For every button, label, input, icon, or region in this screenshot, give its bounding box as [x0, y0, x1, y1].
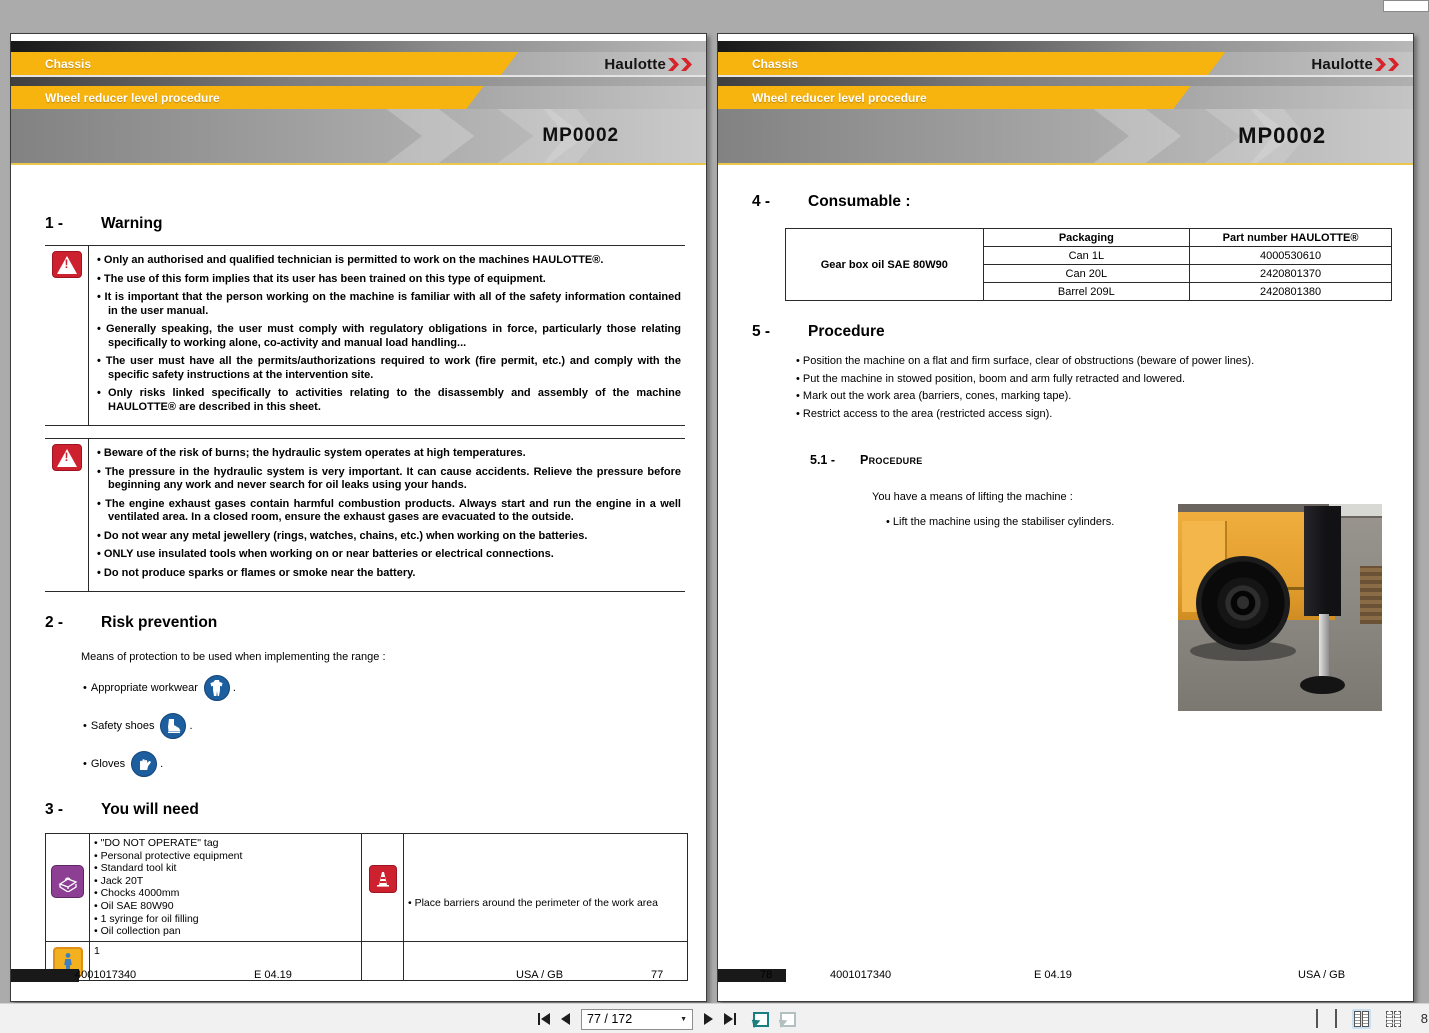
- packaging-cell: Can 20L: [983, 265, 1190, 283]
- traffic-cone-icon: [369, 865, 397, 893]
- previous-view-button[interactable]: [753, 1012, 769, 1027]
- ppe-suffix: .: [232, 681, 236, 694]
- page-content: [718, 193, 1413, 528]
- procedure-list: [796, 353, 1392, 423]
- header-gradient-band: [718, 41, 1413, 52]
- part-number-cell: 4000530610: [1190, 247, 1392, 265]
- workwear-icon: [204, 675, 230, 701]
- tool-item: • Personal protective equipment: [94, 850, 357, 863]
- risk-prevention-intro: Means of protection to be used when implementing the range :: [81, 651, 386, 663]
- tools-list: [94, 837, 357, 938]
- category-band: [718, 52, 1413, 75]
- page-navigation: [538, 1008, 796, 1030]
- footer-black-tab: [718, 969, 786, 982]
- page-footer: [718, 968, 1413, 983]
- next-view-button[interactable]: [780, 1012, 796, 1027]
- site-note: • Place barriers around the perimeter of the work area: [408, 897, 658, 909]
- section-title: Consumable :: [808, 193, 911, 210]
- table-row: [46, 834, 688, 942]
- warning-item: • The pressure in the hydraulic system is very important. It can cause accidents. Relieve the pressure before beginning any work and never search for oil leaks using your hands.: [97, 466, 681, 493]
- subsection-number: 5.1 -: [810, 453, 836, 467]
- chevron-down-icon[interactable]: ▼: [680, 1015, 687, 1023]
- warning-list-2: [89, 439, 685, 591]
- warning-list-1: [89, 246, 685, 425]
- procedure-code: MP0002: [542, 125, 620, 146]
- tool-item: • Oil SAE 80W90: [94, 900, 357, 913]
- page-layout-controls: [1314, 1008, 1403, 1030]
- footer-reference: 4001017340: [830, 969, 892, 981]
- procedure-step: • Mark out the work area (barriers, cones, marking tape).: [796, 388, 1392, 406]
- photo-pallet-stack: [1360, 566, 1382, 624]
- section-4-heading: [752, 193, 1392, 211]
- haulotte-logo: [604, 56, 692, 73]
- haulotte-chevron-icon: [1375, 58, 1386, 71]
- header-gradient-band: [11, 41, 706, 52]
- first-page-button[interactable]: [538, 1013, 550, 1025]
- warning-box-1: [45, 245, 685, 426]
- warning-icon-cell: [45, 246, 89, 425]
- chevron-decoration: [379, 109, 474, 163]
- procedure-band: [718, 86, 1413, 109]
- packaging-header: Packaging: [983, 229, 1190, 247]
- packaging-cell: Barrel 209L: [983, 283, 1190, 301]
- document-header: [11, 41, 706, 165]
- category-band-fill: [718, 52, 1413, 75]
- haulotte-logo: [1311, 56, 1399, 73]
- section-number: 1 -: [45, 215, 64, 232]
- next-page-button[interactable]: [704, 1013, 713, 1025]
- document-header: [718, 41, 1413, 165]
- photo-wheel-hub: [1237, 596, 1249, 608]
- subsection-title: Procedure: [860, 453, 923, 467]
- warning-item: • Only an authorised and qualified technician is permitted to work on the machines HAULOTTE®.: [97, 254, 681, 268]
- procedure-label: Wheel reducer level procedure: [45, 91, 220, 105]
- warning-item: • The engine exhaust gases contain harmful combustion products. Always start and run the engine in a well ventilated area. In a closed room, ensure the exhaust gases are evacuated to the outside.: [97, 498, 681, 525]
- footer-black-tab: [11, 969, 79, 982]
- section-number: 5 -: [752, 323, 771, 340]
- procedure-step: • Put the machine in stowed position, boom and arm fully retracted and lowered.: [796, 371, 1392, 389]
- section-number: 3 -: [45, 801, 64, 818]
- part-number-header: Part number HAULOTTE®: [1190, 229, 1392, 247]
- footer-language: USA / GB: [1298, 969, 1346, 981]
- section-title: Warning: [101, 215, 163, 232]
- site-note-cell: [404, 834, 688, 942]
- ppe-suffix: .: [160, 757, 164, 770]
- page-number-input[interactable]: [587, 1012, 677, 1026]
- tools-list-cell: [90, 834, 362, 942]
- category-band: [11, 52, 706, 75]
- code-band: [718, 109, 1413, 163]
- tools-icon-cell: [46, 834, 90, 942]
- section-3-heading: [45, 801, 685, 819]
- staff-count: 1: [94, 944, 100, 957]
- footer-edition: E 04.19: [1034, 969, 1072, 981]
- zoom-level-partial: 8: [1420, 1011, 1428, 1026]
- cone-icon-cell: [362, 834, 404, 942]
- category-band-fill: [11, 52, 706, 75]
- warning-item: • Only risks linked specifically to activities relating to the disassembly and assembly of the machine HAULOTTE® are described in this sheet.: [97, 387, 681, 414]
- subsection-5-1-heading: [810, 453, 1392, 467]
- footer-edition: E 04.19: [254, 969, 292, 981]
- footer-page-number: 78: [760, 969, 773, 981]
- section-title: You will need: [101, 801, 199, 818]
- tool-item: • Standard tool kit: [94, 862, 357, 875]
- toolbox-icon: [51, 865, 84, 898]
- product-cell: [786, 229, 984, 301]
- single-page-view-button[interactable]: [1314, 1008, 1320, 1030]
- warning-item: • It is important that the person working on the machine is familiar with all of the safety information contained in the user manual.: [97, 291, 681, 318]
- photo-stabiliser-rod: [1319, 614, 1329, 678]
- two-page-view-button[interactable]: [1352, 1009, 1371, 1029]
- viewer-toolbar: [0, 1003, 1429, 1033]
- haulotte-chevron-icon: [681, 58, 692, 71]
- footer-language: USA / GB: [516, 969, 564, 981]
- header-divider-strip: [11, 75, 706, 86]
- last-page-button[interactable]: [724, 1013, 736, 1025]
- haulotte-logo-text: Haulotte: [604, 56, 666, 73]
- tool-item: • Oil collection pan: [94, 925, 357, 938]
- consumable-table: [785, 228, 1392, 301]
- procedure-label: Wheel reducer level procedure: [752, 91, 927, 105]
- tool-item: • "DO NOT OPERATE" tag: [94, 837, 357, 850]
- warning-item: • Beware of the risk of burns; the hydraulic system operates at high temperatures.: [97, 447, 681, 461]
- warning-icon-cell: [45, 439, 89, 591]
- tool-item: • Chocks 4000mm: [94, 887, 357, 900]
- procedure-code: MP0002: [1238, 123, 1327, 148]
- page-content: [11, 215, 706, 981]
- part-number-cell: 2420801370: [1190, 265, 1392, 283]
- subsection-intro: You have a means of lifting the machine :: [872, 491, 1073, 503]
- document-page-left: [10, 33, 707, 1002]
- category-label: Chassis: [752, 57, 799, 71]
- haulotte-chevron-icon: [668, 58, 679, 71]
- part-number-cell: 2420801380: [1190, 283, 1392, 301]
- you-will-need-table: [45, 833, 688, 981]
- packaging-cell: Can 1L: [983, 247, 1190, 265]
- tool-item: • Jack 20T: [94, 875, 357, 888]
- warning-triangle-icon: !: [52, 251, 82, 278]
- code-band: [11, 109, 706, 163]
- continuous-scroll-view-button[interactable]: [1333, 1008, 1339, 1030]
- subsection-step: • Lift the machine using the stabiliser cylinders.: [886, 516, 1392, 528]
- scrollbar-top-box[interactable]: [1383, 0, 1429, 12]
- two-page-scroll-view-button[interactable]: [1384, 1009, 1403, 1029]
- warning-item: • Do not wear any metal jewellery (rings, watches, chains, etc.) when working on the batteries.: [97, 530, 681, 544]
- safety-shoes-icon: [160, 713, 186, 739]
- ppe-label: Safety shoes: [90, 719, 155, 732]
- page-number-combo[interactable]: [581, 1009, 693, 1030]
- section-number: 4 -: [752, 193, 771, 210]
- category-label: Chassis: [45, 57, 92, 71]
- section-title: Risk prevention: [101, 614, 218, 631]
- warning-triangle-icon: !: [52, 444, 82, 471]
- haulotte-logo-text: Haulotte: [1311, 56, 1373, 73]
- ppe-row-gloves: • Gloves .: [83, 750, 685, 777]
- warning-item: • Generally speaking, the user must comply with regulatory obligations in force, particularly those relating specifically to working alone, co-activity and manual load handling...: [97, 323, 681, 350]
- page-footer: [11, 968, 706, 983]
- chevron-decoration: [1086, 109, 1181, 163]
- gloves-icon: [131, 751, 157, 777]
- table-header-row: [786, 229, 1392, 247]
- warning-item: • The use of this form implies that its user has been trained on this type of equipment.: [97, 273, 681, 287]
- haulotte-chevron-icon: [1388, 58, 1399, 71]
- procedure-step: • Position the machine on a flat and firm surface, clear of obstructions (beware of power lines).: [796, 353, 1392, 371]
- ppe-row-shoes: • Safety shoes .: [83, 712, 685, 739]
- tool-item: • 1 syringe for oil filling: [94, 913, 357, 926]
- photo-stabiliser-housing: [1304, 506, 1341, 616]
- previous-page-button[interactable]: [561, 1013, 570, 1025]
- procedure-band: [11, 86, 706, 109]
- procedure-step: • Restrict access to the area (restricted access sign).: [796, 406, 1392, 424]
- section-5-heading: [752, 323, 1392, 341]
- warning-item: • Do not produce sparks or flames or smoke near the battery.: [97, 567, 681, 581]
- ppe-label: Gloves: [90, 757, 126, 770]
- section-title: Procedure: [808, 323, 885, 340]
- product-name: Gear box oil SAE 80W90: [820, 258, 948, 271]
- section-1-heading: [45, 215, 685, 233]
- ppe-row-workwear: • Appropriate workwear .: [83, 674, 685, 701]
- photo-stabiliser-footpad: [1300, 676, 1345, 695]
- footer-reference: 4001017340: [75, 969, 137, 981]
- footer-page-number: 77: [651, 969, 664, 981]
- warning-item: • The user must have all the permits/authorizations required to work (fire permit, etc.) and comply with the specific safety instructions at the intervention site.: [97, 355, 681, 382]
- ppe-label: Appropriate workwear: [90, 681, 198, 694]
- warning-box-2: [45, 438, 685, 592]
- warning-item: • ONLY use insulated tools when working on or near batteries or electrical connections.: [97, 548, 681, 562]
- header-divider-strip: [718, 75, 1413, 86]
- stabiliser-cylinder-photo: [1178, 504, 1382, 711]
- section-number: 2 -: [45, 614, 64, 631]
- section-2-heading: [45, 614, 685, 632]
- ppe-suffix: .: [189, 719, 193, 732]
- document-page-right: [717, 33, 1414, 1002]
